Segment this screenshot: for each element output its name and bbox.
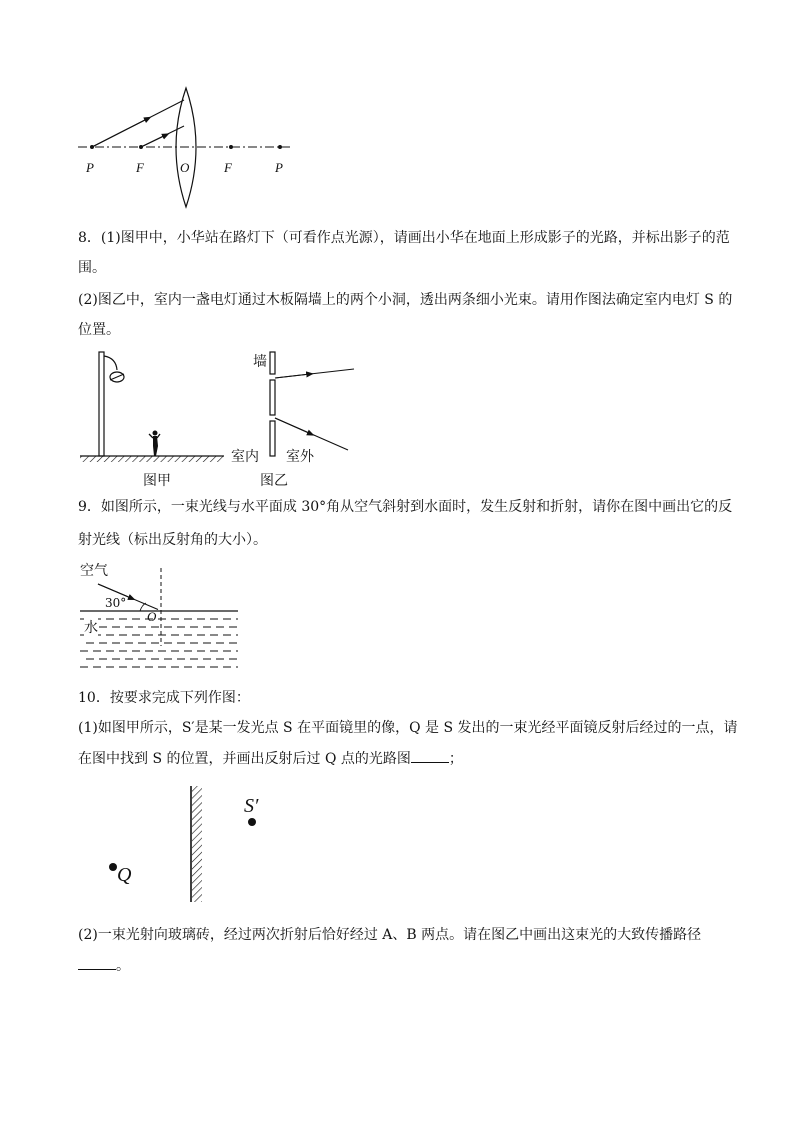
q8-line1: 8．(1)图甲中，小华站在路灯下（可看作点光源），请画出小华在地面上形成影子的光路，并标出影子的范 — [78, 230, 730, 246]
water-pattern — [80, 619, 238, 667]
fig-jia-caption: 图甲 — [143, 473, 171, 489]
point-f-left — [139, 145, 143, 149]
label-p-right: P — [275, 160, 283, 175]
q10-line5 — [78, 956, 130, 976]
water-label: 水 — [84, 617, 98, 637]
wall-segment-middle — [270, 380, 275, 415]
label-f-right: F — [224, 160, 232, 175]
q10-line3-text: 在图中找到 S 的位置，并画出反射后过 Q 点的光路图 — [78, 751, 411, 767]
point-p-right — [278, 145, 282, 149]
point-p-left — [90, 145, 94, 149]
label-p-left: P — [86, 160, 94, 175]
answer-blank-2[interactable] — [78, 957, 116, 970]
q-label: Q — [117, 864, 132, 886]
wall-segment-bottom — [270, 421, 275, 456]
air-label: 空气 — [80, 563, 108, 579]
ground-hatch — [80, 456, 224, 462]
wall-label: 墙 — [253, 354, 267, 370]
fig-yi-caption: 图乙 — [260, 473, 288, 489]
q8-line3: (2)图乙中，室内一盏电灯通过木板隔墙上的两个小洞，透出两条细小光束。请用作图法确定室内电灯 S 的 — [78, 292, 733, 308]
q10-line3-end: ； — [448, 751, 463, 767]
q10-line2: (1)如图甲所示，S′是某一发光点 S 在平面镜里的像，Q 是 S 发出的一束光经平面镜反射后经过的一点，请 — [78, 720, 738, 736]
lamp-arm — [104, 356, 117, 370]
point-f-right — [229, 145, 233, 149]
label-o: O — [180, 160, 190, 175]
indoor-label: 室内 — [231, 449, 259, 465]
person-icon — [149, 431, 160, 457]
q10-line3 — [78, 749, 463, 769]
answer-blank-1[interactable] — [411, 750, 449, 763]
angle-label: 30° — [105, 596, 127, 610]
point-q — [109, 863, 117, 871]
label-f-left: F — [136, 160, 144, 175]
q9-line2: 射光线（标出反射角的大小）。 — [78, 532, 267, 548]
s-prime-label: S′ — [244, 795, 259, 817]
q8-line4: 位置。 — [78, 322, 120, 338]
q10-line1: 10．按要求完成下列作图： — [78, 690, 250, 706]
mirror-hatch — [192, 786, 202, 902]
wall-segment-top — [270, 352, 275, 374]
outdoor-label: 室外 — [286, 449, 314, 465]
point-s-prime — [248, 818, 256, 826]
q10-line4: (2)一束光射向玻璃砖，经过两次折射后恰好经过 A、B 两点。请在图乙中画出这束光的大致传播路径 — [78, 927, 702, 943]
lamp-post — [99, 352, 104, 456]
q10-line5-end: 。 — [116, 958, 130, 974]
q8-line2: 围。 — [78, 260, 106, 276]
point-o-label: O — [147, 609, 157, 624]
q9-line1: 9．如图所示，一束光线与水平面成 30°角从空气斜射到水面时，发生反射和折射，请你在图中画出它的反 — [78, 499, 733, 515]
